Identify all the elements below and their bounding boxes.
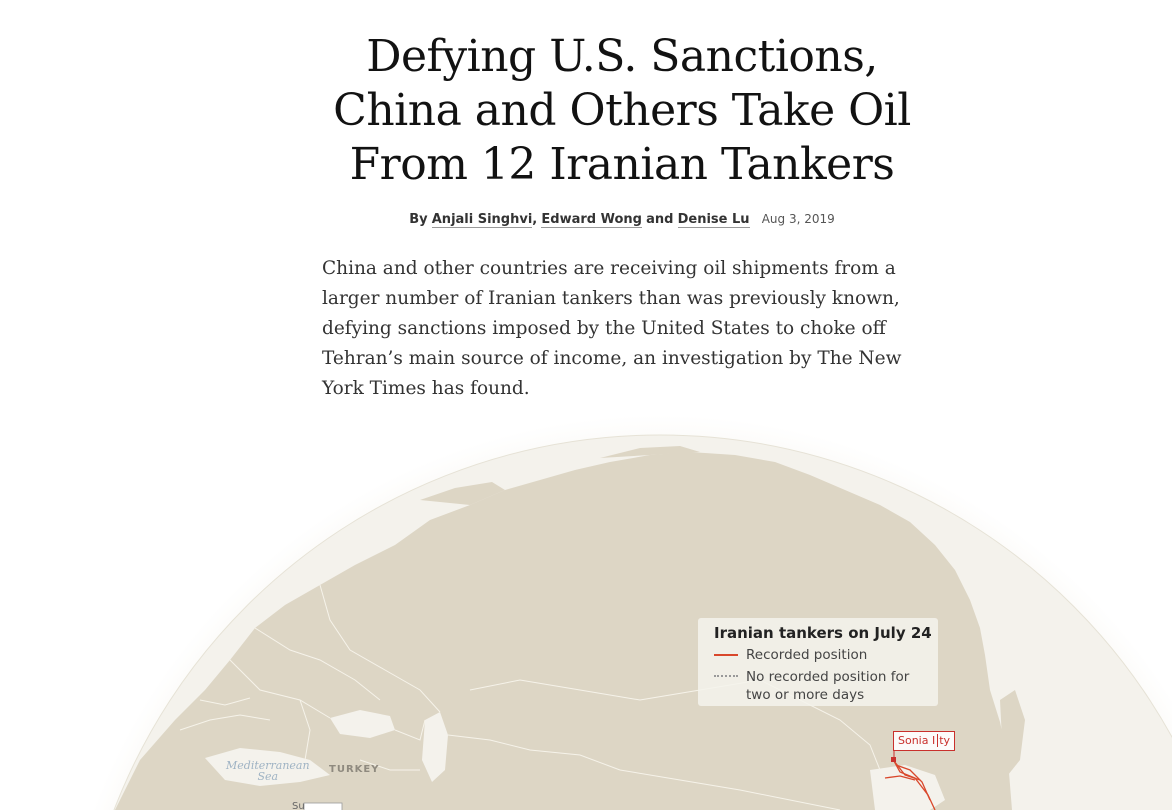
headline-line-1: Defying U.S. Sanctions,: [366, 31, 878, 82]
tanker-position-marker[interactable]: [891, 757, 896, 762]
byline-prefix: By: [409, 212, 428, 227]
author-link-denise-lu[interactable]: Denise Lu: [677, 212, 750, 227]
label-turkey: TURKEY: [329, 764, 380, 775]
tanker-label-suffix: ty: [939, 734, 951, 747]
author-link-anjali-singhvi[interactable]: Anjali Singhvi: [431, 212, 533, 227]
publish-date: Aug 3, 2019: [761, 212, 835, 226]
label-mediterranean-line-2: Sea: [257, 770, 279, 783]
headline-line-3: From 12 Iranian Tankers: [349, 139, 895, 190]
byline-and: and: [646, 212, 674, 227]
legend-no-recorded-label: No recorded position for two or more days: [746, 669, 910, 703]
author-link-edward-wong[interactable]: Edward Wong: [541, 212, 642, 227]
byline-separator: ,: [532, 212, 538, 227]
legend-title: Iranian tankers on July 24: [714, 624, 932, 642]
cutoff-label-box: [304, 803, 342, 810]
label-mediterranean-line-1: Mediterranean: [226, 759, 310, 772]
label-cutoff-fragment: Su: [292, 801, 305, 810]
article-summary: China and other countries are receiving oil shipments from a larger number of Iranian tankers than was previously known, defying sanctions imposed by the United States to choke off Tehran’s main source of income, an investigation by The New York Times has found.: [322, 258, 902, 399]
headline-line-2: China and Others Take Oil: [333, 85, 911, 136]
tanker-label-text: Sonia I: [898, 734, 936, 747]
legend-recorded-label: Recorded position: [746, 647, 868, 663]
